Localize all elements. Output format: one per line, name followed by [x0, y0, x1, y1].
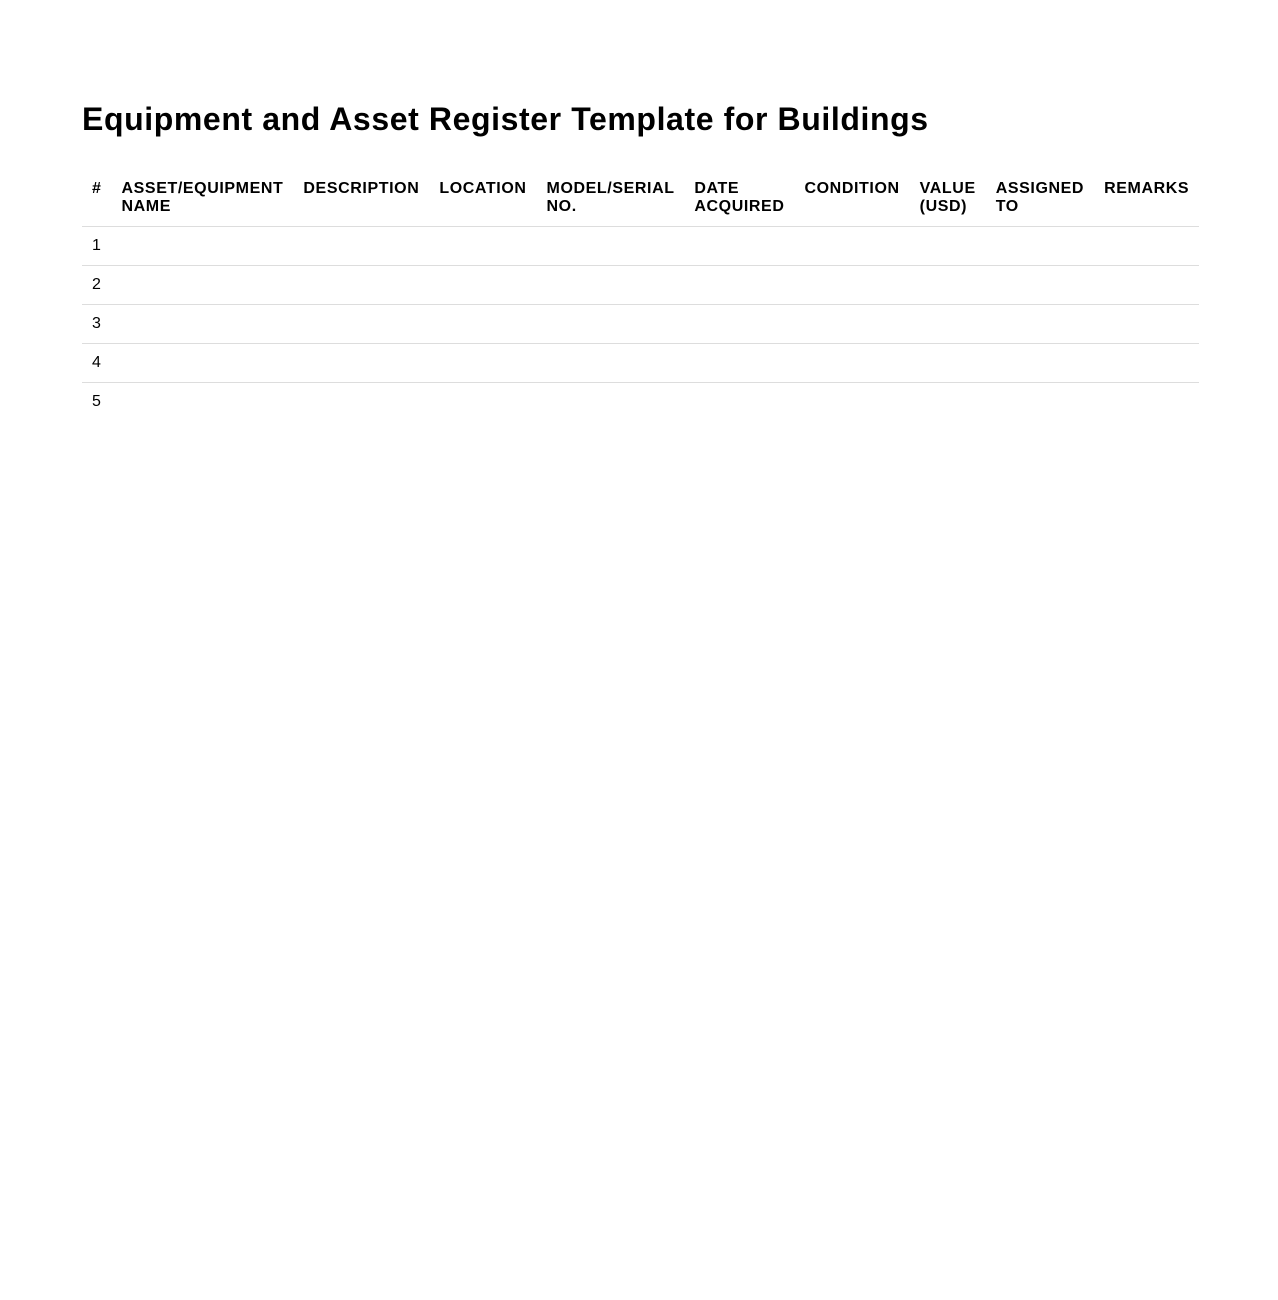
row-number: 5 — [92, 393, 101, 410]
header-description: DESCRIPTION — [293, 172, 429, 227]
cell-assigned-to[interactable] — [986, 266, 1094, 305]
cell-assigned-to[interactable] — [986, 227, 1094, 266]
cell-location[interactable] — [429, 227, 536, 266]
page-title: Equipment and Asset Register Template for Buildings — [82, 101, 929, 137]
cell-description[interactable] — [293, 305, 429, 344]
cell-location[interactable] — [429, 383, 536, 422]
cell-remarks[interactable] — [1094, 266, 1199, 305]
cell-value[interactable] — [910, 266, 986, 305]
row-number: 3 — [82, 305, 112, 344]
cell-model-serial[interactable] — [537, 344, 685, 383]
header-assigned-to: ASSIGNED TO — [986, 172, 1094, 227]
cell-assigned-to[interactable] — [986, 383, 1094, 422]
cell-model-serial[interactable] — [537, 266, 685, 305]
cell-description[interactable] — [293, 344, 429, 383]
header-remarks: REMARKS — [1094, 172, 1199, 227]
header-model-serial: MODEL/SERIAL NO. — [537, 172, 685, 227]
cell-description[interactable] — [293, 383, 429, 422]
header-number: # — [82, 172, 112, 227]
header-date-acquired: DATE ACQUIRED — [684, 172, 794, 227]
row-number: 4 — [82, 344, 112, 383]
cell-value[interactable] — [910, 227, 986, 266]
table-row — [82, 227, 1199, 266]
cell-model-serial[interactable] — [537, 383, 685, 422]
header-condition: CONDITION — [794, 172, 909, 227]
header-row — [82, 172, 1199, 227]
cell-date-acquired[interactable] — [684, 305, 794, 344]
cell-assigned-to[interactable] — [986, 344, 1094, 383]
cell-asset-name[interactable] — [112, 266, 294, 305]
cell-value[interactable] — [910, 344, 986, 383]
cell-asset-name[interactable] — [112, 344, 294, 383]
cell-location[interactable] — [429, 266, 536, 305]
cell-description[interactable] — [293, 227, 429, 266]
table-row — [82, 305, 1199, 344]
asset-register-table — [82, 172, 1199, 421]
table-row — [82, 344, 1199, 383]
cell-date-acquired[interactable] — [684, 266, 794, 305]
cell-assigned-to[interactable] — [986, 305, 1094, 344]
cell-remarks[interactable] — [1094, 305, 1199, 344]
cell-location[interactable] — [429, 344, 536, 383]
cell-condition[interactable] — [794, 305, 909, 344]
row-number: 1 — [82, 227, 112, 266]
cell-date-acquired[interactable] — [684, 227, 794, 266]
header-value: VALUE (USD) — [910, 172, 986, 227]
cell-asset-name[interactable] — [112, 305, 294, 344]
cell-description[interactable] — [293, 266, 429, 305]
cell-remarks[interactable] — [1094, 227, 1199, 266]
cell-asset-name[interactable] — [112, 227, 294, 266]
cell-date-acquired[interactable] — [684, 344, 794, 383]
header-location: LOCATION — [429, 172, 536, 227]
cell-model-serial[interactable] — [537, 227, 685, 266]
cell-value[interactable] — [910, 383, 986, 422]
cell-model-serial[interactable] — [537, 305, 685, 344]
cell-asset-name[interactable] — [112, 383, 294, 422]
table-row — [82, 266, 1199, 305]
cell-date-acquired[interactable] — [684, 383, 794, 422]
row-number: 2 — [82, 266, 112, 305]
cell-condition[interactable] — [794, 383, 909, 422]
cell-remarks[interactable] — [1094, 383, 1199, 422]
table-body — [82, 227, 1199, 422]
cell-condition[interactable] — [794, 344, 909, 383]
header-asset-name: ASSET/EQUIPMENT NAME — [112, 172, 294, 227]
table-header — [82, 172, 1199, 227]
cell-location[interactable] — [429, 305, 536, 344]
cell-value[interactable] — [910, 305, 986, 344]
cell-condition[interactable] — [794, 266, 909, 305]
table-row — [82, 383, 1199, 422]
document-page — [0, 0, 1278, 421]
cell-condition[interactable] — [794, 227, 909, 266]
cell-remarks[interactable] — [1094, 344, 1199, 383]
